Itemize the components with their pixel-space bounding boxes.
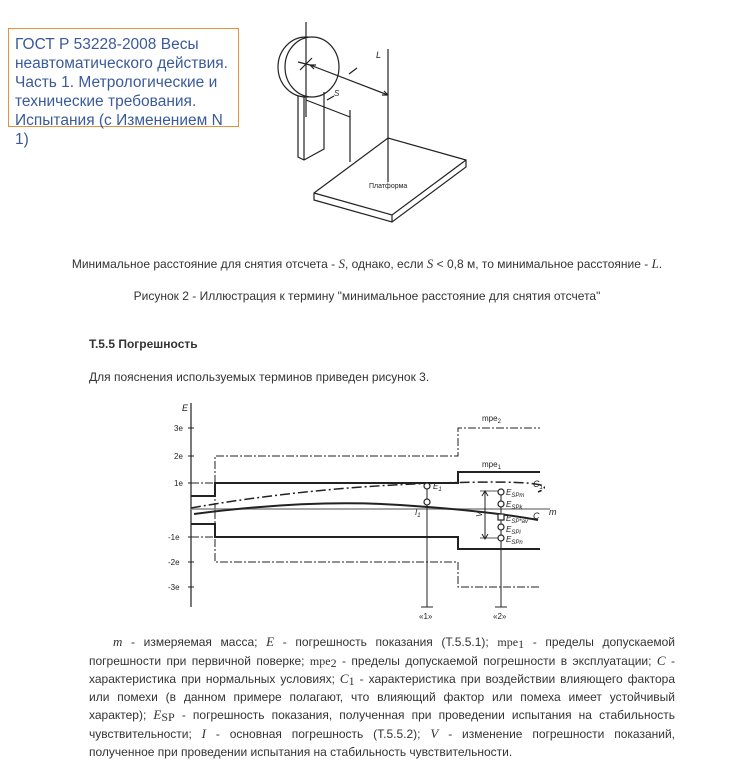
y-axis-label: E: [182, 403, 189, 413]
label-mpe1: mpe$_1$: [482, 460, 501, 471]
label-C: C: [533, 511, 540, 521]
tick-minus-3e: -3e: [168, 583, 180, 592]
figure-2-scale-illustration: [262, 22, 502, 232]
label-ESPav: $E_{SP*av}$: [506, 514, 529, 525]
tick-1e: 1e: [174, 479, 183, 488]
label-ESPm: $E_{SPm}$: [506, 488, 525, 499]
figure-3-error-diagram: [160, 395, 560, 625]
section-heading: Т.5.5 Погрешность: [89, 337, 198, 351]
marker-2: «2»: [493, 612, 507, 621]
tick-minus-1e: -1e: [168, 533, 180, 542]
label-S: S: [334, 89, 340, 98]
document-title-link[interactable]: [8, 28, 239, 148]
tick-minus-2e: -2e: [168, 558, 180, 567]
label-C1: $C_1$: [533, 479, 543, 491]
section-intro: Для пояснения используемых терминов приведен рисунок 3.: [89, 370, 430, 384]
label-L: L: [376, 50, 382, 60]
label-ESPn: $E_{SPn}$: [506, 535, 523, 546]
tick-2e: 2e: [174, 452, 183, 461]
label-ESPk: $E_{SPk}$: [506, 500, 523, 511]
figure-2-caption: Рисунок 2 - Иллюстрация к термину "минимальное расстояние для снятия отсчета": [133, 289, 601, 303]
label-mpe2: mpe$_2$: [482, 414, 501, 425]
document-title-text: ГОСТ Р 53228-2008 Весы неавтоматического действия. Часть 1. Метрологические и технические требования. Испытания (с Изменением N 1): [15, 36, 228, 148]
label-platform: Платформа: [369, 183, 408, 190]
label-m: m: [549, 507, 557, 517]
figure-3-legend: m - измеряемая масса; E - погрешность показания (Т.5.5.1); mpe$_1$ - пределы допускаемой погрешности при первичной поверке; mpe$_2$ - пределы допускаемой погрешности в эксплуатации; C - характеристика при нормальных условиях; $C_1$ - характеристика при воздействии влияющего фактора или помехи (в данном примере полагают, что влияющий фактор или помеха имеет устойчивый характер); $E_{SP}$ - погрешность показания, полученная при проведении испытания на стабильность чувствительности; I - основная погрешность (Т.5.5.2); V - изменение погрешности показаний, полученное при проведении испытания на стабильность чувствительности.: [89, 634, 675, 759]
label-I1: $I_1$: [415, 508, 421, 519]
label-ESPi: $E_{SPi}$: [506, 525, 521, 536]
figure-2-note: Минимальное расстояние для снятия отсчета - S, однако, если S < 0,8 м, то минимальное расстояние - L.: [71, 256, 663, 271]
marker-1: «1»: [419, 612, 433, 621]
label-E1: $E_1$: [433, 482, 442, 493]
label-V: V: [475, 511, 484, 517]
tick-3e: 3e: [174, 424, 183, 433]
